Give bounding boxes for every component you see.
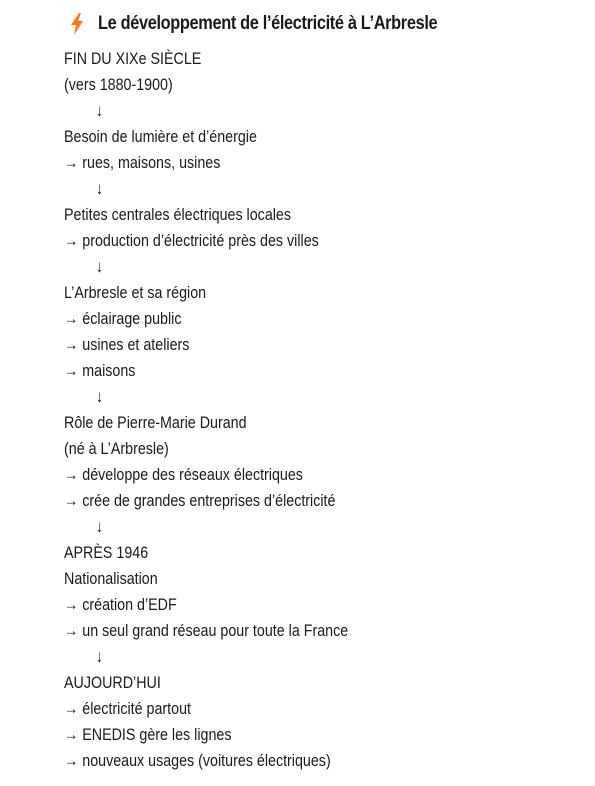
flow-line: APRÈS 1946 <box>64 543 149 562</box>
flow-line: (vers 1880-1900) <box>64 75 173 94</box>
arrow-down-icon: ↓ <box>95 647 104 666</box>
flow-line: → développe des réseaux électriques <box>64 465 303 484</box>
flow-line: → électricité partout <box>64 699 191 718</box>
flow-line: → ENEDIS gère les lignes <box>64 725 232 744</box>
flow-line: → usines et ateliers <box>64 335 190 354</box>
flow-line: → nouveaux usages (voitures électriques) <box>64 751 331 770</box>
flow-line: → un seul grand réseau pour toute la France <box>64 621 349 640</box>
flow-line: Besoin de lumière et d’énergie <box>64 127 257 146</box>
flow-line: → rues, maisons, usines <box>64 153 221 172</box>
header <box>70 11 492 37</box>
flow-line: → création d’EDF <box>64 595 177 614</box>
flow-line: FIN DU XIXe SIÈCLE <box>64 49 202 68</box>
arrow-down-icon: ↓ <box>95 517 104 536</box>
arrow-down-icon: ↓ <box>95 387 104 406</box>
flow-line: → crée de grandes entreprises d’électricité <box>64 491 336 510</box>
timeline-flow <box>64 46 584 774</box>
flow-line: AUJOURD’HUI <box>64 673 161 692</box>
flow-line: Rôle de Pierre-Marie Durand <box>64 413 247 432</box>
flow-line: → production d’électricité près des villes <box>64 231 319 250</box>
arrow-down-icon: ↓ <box>95 101 104 120</box>
flow-line: Nationalisation <box>64 569 158 588</box>
lightning-bolt-icon <box>70 13 84 35</box>
flow-line: Petites centrales électriques locales <box>64 205 292 224</box>
flow-line: → maisons <box>64 361 136 380</box>
flow-line: → éclairage public <box>64 309 182 328</box>
flow-line: L’Arbresle et sa région <box>64 283 207 302</box>
page-title: Le développement de l’électricité à L’Arbresle <box>98 13 438 34</box>
arrow-down-icon: ↓ <box>95 179 104 198</box>
flow-line: (né à L’Arbresle) <box>64 439 169 458</box>
arrow-down-icon: ↓ <box>95 257 104 276</box>
